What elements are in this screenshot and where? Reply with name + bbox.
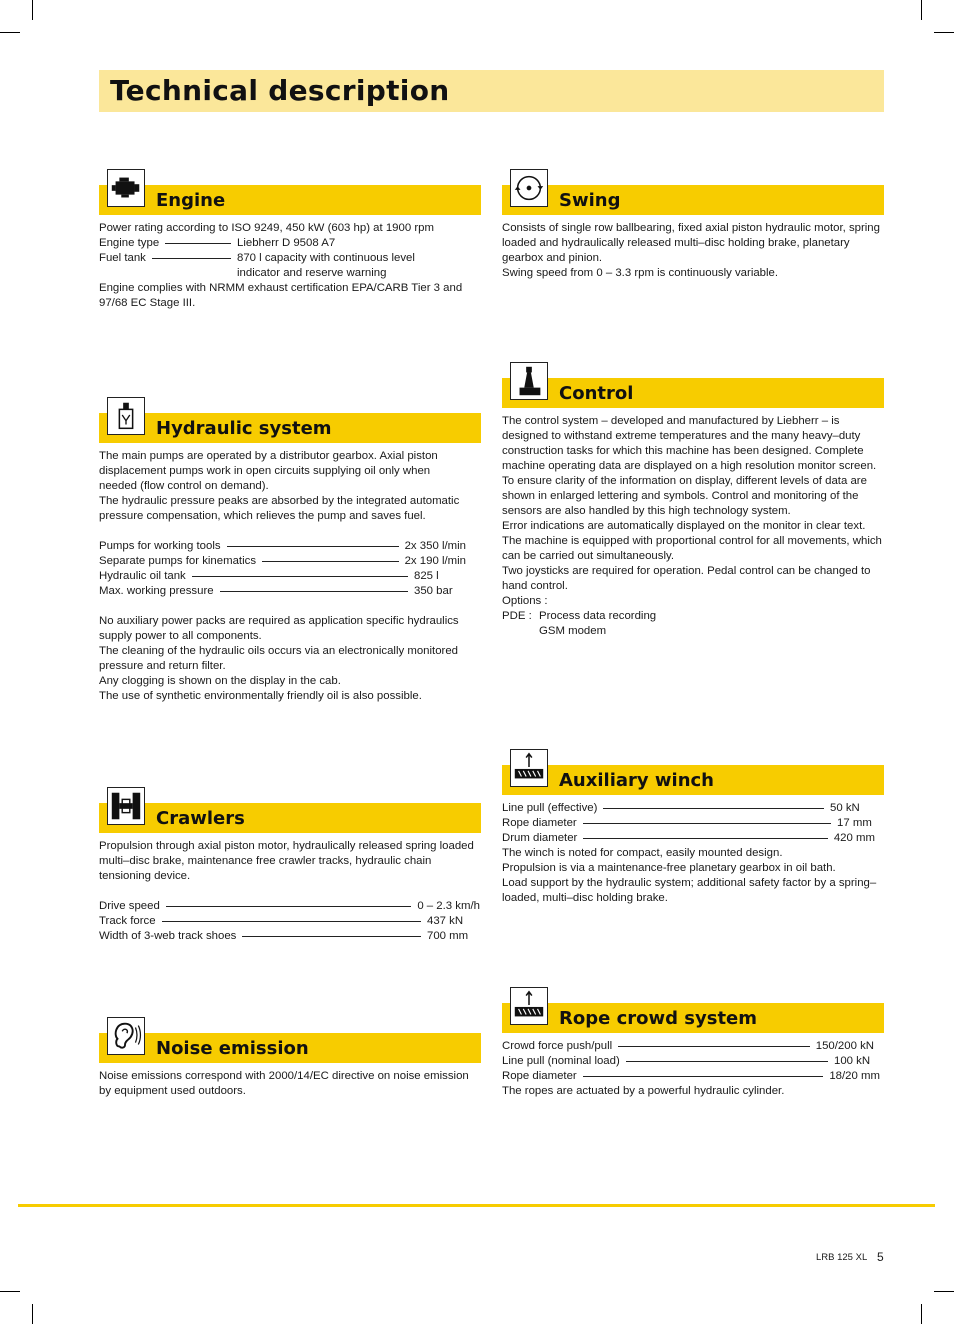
engine-section [99,175,481,311]
spec-row [502,831,875,846]
swing-body [502,221,884,281]
spec-row [502,1054,874,1069]
spec-label: Drum diameter [502,832,578,844]
footer-rule [18,1204,935,1207]
control-p4: The machine is equipped with proportional control for all movements, which can be carried out simultaneously. [502,535,882,562]
spec-row [99,899,480,914]
rope-crowd-body [502,1039,884,1099]
control-p3: Error indications are automatically displayed on the monitor in clear text. [502,520,866,532]
control-title: Control [559,383,634,404]
spec-label: Rope diameter [502,1070,577,1082]
spec-row [502,1039,874,1054]
control-options-label: Options : [502,595,548,607]
spec-row [502,1069,880,1084]
fuel-tank-row [99,251,481,281]
swing-icon [510,169,548,207]
spec-value: 2x 350 l/min [404,540,466,552]
hydraulic-p6: The use of synthetic environmentally friendly oil is also possible. [99,690,422,702]
spec-label: Line pull (nominal load) [502,1055,620,1067]
control-pde-item: Process data recording [539,610,657,622]
control-header [502,368,884,408]
spec-value: 18/20 mm [829,1070,880,1082]
spec-label: Crowd force push/pull [502,1040,613,1052]
crawlers-section [99,793,481,944]
spec-row [99,554,466,569]
spec-label: Width of 3-web track shoes [99,930,237,942]
spec-value: 420 mm [833,832,875,844]
control-p2: To ensure clarity of the information on display, different levels of data are shown in enlarged lettering and symbols. Control and monitoring of the sensors are also handled by this high technology system. [502,475,867,517]
spec-value: 17 mm [837,817,872,829]
engine-power-rating: Power rating according to ISO 9249, 450 kW (603 hp) at 1900 rpm [99,222,434,234]
noise-title: Noise emission [156,1038,309,1059]
page-number: 5 [877,1250,884,1264]
footer-model: LRB 125 XL [816,1252,868,1263]
engine-type-label: Engine type [99,237,160,249]
ear-icon [107,1017,145,1055]
winch-icon [510,987,548,1025]
fuel-tank-value: 870 l capacity with continuous level indicator and reserve warning [237,252,415,279]
crawlers-header [99,793,481,833]
hydraulic-p2: The hydraulic pressure peaks are absorbed by the integrated automatic pressure compensation, which relieves the pump and saves fuel. [99,495,460,522]
hydraulic-title: Hydraulic system [156,418,332,439]
engine-type-value: Liebherr D 9508 A7 [237,237,336,249]
fuel-tank-label: Fuel tank [99,252,146,264]
spec-value: 0 – 2.3 km/h [417,900,480,912]
aux-winch-header [502,755,884,795]
spec-value: 100 kN [834,1055,871,1067]
swing-section [502,175,884,281]
crop-mark [934,1291,954,1292]
noise-p1: Noise emissions correspond with 2000/14/EC directive on noise emission by equipment used outdoors. [99,1070,469,1097]
hydraulic-header [99,403,481,443]
spec-label: Track force [99,915,156,927]
aux-winch-body [502,801,884,906]
hydraulic-body [99,449,466,704]
spec-label: Max. working pressure [99,585,214,597]
rope-crowd-title: Rope crowd system [559,1008,758,1029]
aux-winch-p1: The winch is noted for compact, easily mounted design. [502,847,783,859]
crop-mark [32,1304,33,1324]
spec-value: 2x 190 l/min [404,555,466,567]
crop-mark [32,0,33,20]
crop-mark [0,1291,20,1292]
spec-label: Drive speed [99,900,160,912]
crop-mark [921,1304,922,1324]
spec-label: Pumps for working tools [99,540,221,552]
crawlers-body [99,839,481,944]
engine-type-row [99,236,481,251]
noise-section [99,1023,481,1099]
swing-title: Swing [559,190,621,211]
engine-body [99,221,481,311]
control-section [502,368,884,639]
page-title: Technical description [110,74,450,107]
control-pde-label: PDE : [502,610,532,622]
noise-body [99,1069,481,1099]
aux-winch-title: Auxiliary winch [559,770,714,791]
hydraulic-p4: The cleaning of the hydraulic oils occurs via an electronically monitored pressure and return filter. [99,645,458,672]
control-p1: The control system – developed and manufactured by Liebherr – is designed to withstand extreme temperatures and the many heavy–duty construction tasks for which this machine has been designed. Complete machine operating data are displayed on a high resolution monitor screen. [502,415,877,472]
crop-mark [934,32,954,33]
spec-value: 50 kN [830,802,860,814]
page-title-bar [99,70,884,112]
spec-value: 825 l [414,570,439,582]
spec-row [99,914,473,929]
crop-mark [0,32,20,33]
engine-header [99,175,481,215]
swing-header [502,175,884,215]
noise-header [99,1023,481,1063]
spec-row [99,569,466,584]
spec-row [99,539,466,554]
hydraulic-p3: No auxiliary power packs are required as application specific hydraulics supply power to all components. [99,615,459,642]
spec-value: 350 bar [414,585,453,597]
engine-compliance: Engine complies with NRMM exhaust certification EPA/CARB Tier 3 and 97/68 EC Stage III. [99,282,463,309]
spec-label: Separate pumps for kinematics [99,555,257,567]
rope-crowd-section [502,993,884,1099]
engine-icon [107,169,145,207]
swing-text-1: Consists of single row ballbearing, fixed axial piston hydraulic motor, spring loaded and hydraulically released multi–disc holding brake, planetary gearbox and pinion. [502,222,880,264]
spec-label: Rope diameter [502,817,577,829]
aux-winch-p2: Propulsion is via a maintenance-free planetary gearbox in oil bath. [502,862,836,874]
joystick-icon [510,362,548,400]
control-p5: Two joysticks are required for operation. Pedal control can be changed to hand control. [502,565,871,592]
spec-value: 437 kN [427,915,464,927]
crawlers-title: Crawlers [156,808,245,829]
crop-mark [921,0,922,20]
rope-crowd-header [502,993,884,1033]
hydraulic-p5: Any clogging is shown on the display in the cab. [99,675,341,687]
spec-row [502,801,869,816]
control-body [502,414,884,639]
spec-value: 700 mm [427,930,469,942]
spec-row [99,584,466,599]
crawler-icon [107,787,145,825]
hydraulic-section [99,403,481,704]
spec-value: 150/200 kN [815,1040,874,1052]
spec-row [99,929,473,944]
crawlers-p1: Propulsion through axial piston motor, hydraulically released spring loaded multi–disc brake, maintenance free crawler tracks, hydraulic chain tensioning device. [99,840,474,882]
spec-label: Hydraulic oil tank [99,570,186,582]
hydraulic-p1: The main pumps are operated by a distributor gearbox. Axial piston displacement pumps work in open circuits supplying oil only when needed (flow control on demand). [99,450,438,492]
swing-text-2: Swing speed from 0 – 3.3 rpm is continuously variable. [502,267,779,279]
aux-winch-section [502,755,884,906]
spec-row [502,816,875,831]
control-pde-row [502,609,884,639]
rope-crowd-p1: The ropes are actuated by a powerful hydraulic cylinder. [502,1085,785,1097]
aux-winch-p3: Load support by the hydraulic system; additional safety factor by a spring–loaded, multi–disc holding brake. [502,877,877,904]
winch-icon [510,749,548,787]
spec-label: Line pull (effective) [502,802,598,814]
hydraulic-icon [107,397,145,435]
control-pde-item: GSM modem [539,625,607,637]
engine-title: Engine [156,190,226,211]
